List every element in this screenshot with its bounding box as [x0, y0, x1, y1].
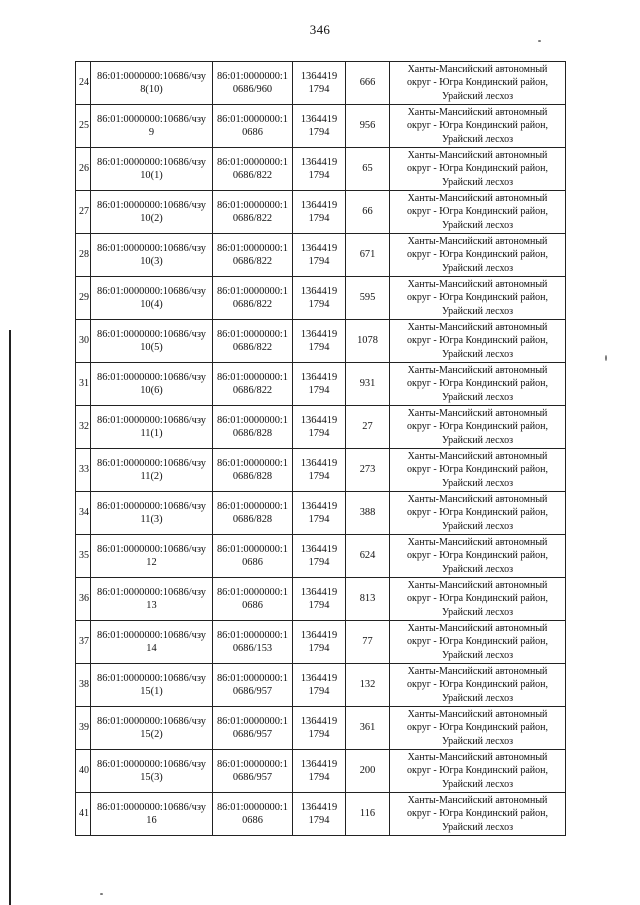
parent-cadastral-number-cell: 86:01:0000000:1 0686/960	[213, 62, 293, 105]
registry-code-cell: 1364419 1794	[293, 621, 346, 664]
location-cell: Ханты-Мансийский автономный округ - Югра Кондинский район, Урайский лесхоз	[390, 62, 566, 105]
location-cell: Ханты-Мансийский автономный округ - Югра Кондинский район, Урайский лесхоз	[390, 750, 566, 793]
area-cell: 361	[346, 707, 390, 750]
area-cell: 595	[346, 277, 390, 320]
cadastral-part-id-cell: 86:01:0000000:10686/чзу 10(4)	[91, 277, 213, 320]
cadastral-part-id-cell: 86:01:0000000:10686/чзу 10(6)	[91, 363, 213, 406]
parent-cadastral-number-cell: 86:01:0000000:1 0686	[213, 793, 293, 836]
parent-cadastral-number-cell: 86:01:0000000:1 0686/828	[213, 449, 293, 492]
location-cell: Ханты-Мансийский автономный округ - Югра Кондинский район, Урайский лесхоз	[390, 406, 566, 449]
location-cell: Ханты-Мансийский автономный округ - Югра Кондинский район, Урайский лесхоз	[390, 664, 566, 707]
row-number-cell: 39	[76, 707, 91, 750]
parent-cadastral-number-cell: 86:01:0000000:1 0686/957	[213, 664, 293, 707]
location-cell: Ханты-Мансийский автономный округ - Югра Кондинский район, Урайский лесхоз	[390, 148, 566, 191]
parent-cadastral-number-cell: 86:01:0000000:1 0686/822	[213, 234, 293, 277]
parent-cadastral-number-cell: 86:01:0000000:1 0686/957	[213, 750, 293, 793]
table-row	[76, 148, 566, 191]
cadastral-part-id-cell: 86:01:0000000:10686/чзу 11(3)	[91, 492, 213, 535]
row-number-cell: 29	[76, 277, 91, 320]
cadastral-part-id-cell: 86:01:0000000:10686/чзу 10(2)	[91, 191, 213, 234]
cadastral-part-id-cell: 86:01:0000000:10686/чзу 15(2)	[91, 707, 213, 750]
row-number-cell: 27	[76, 191, 91, 234]
area-cell: 273	[346, 449, 390, 492]
table-row	[76, 492, 566, 535]
table-row	[76, 578, 566, 621]
row-number-cell: 36	[76, 578, 91, 621]
area-cell: 931	[346, 363, 390, 406]
scan-edge-mark	[9, 330, 11, 905]
cadastral-part-id-cell: 86:01:0000000:10686/чзу 11(1)	[91, 406, 213, 449]
row-number-cell: 40	[76, 750, 91, 793]
area-cell: 388	[346, 492, 390, 535]
row-number-cell: 28	[76, 234, 91, 277]
table-row	[76, 750, 566, 793]
cadastral-part-id-cell: 86:01:0000000:10686/чзу 10(3)	[91, 234, 213, 277]
cadastral-part-id-cell: 86:01:0000000:10686/чзу 9	[91, 105, 213, 148]
cadastral-part-id-cell: 86:01:0000000:10686/чзу 8(10)	[91, 62, 213, 105]
cadastral-part-id-cell: 86:01:0000000:10686/чзу 15(3)	[91, 750, 213, 793]
scan-speck	[605, 355, 607, 361]
registry-code-cell: 1364419 1794	[293, 578, 346, 621]
location-cell: Ханты-Мансийский автономный округ - Югра Кондинский район, Урайский лесхоз	[390, 578, 566, 621]
registry-code-cell: 1364419 1794	[293, 105, 346, 148]
registry-code-cell: 1364419 1794	[293, 492, 346, 535]
registry-code-cell: 1364419 1794	[293, 664, 346, 707]
table-row	[76, 320, 566, 363]
registry-code-cell: 1364419 1794	[293, 449, 346, 492]
table-row	[76, 707, 566, 750]
table-row	[76, 535, 566, 578]
cadastral-part-id-cell: 86:01:0000000:10686/чзу 10(5)	[91, 320, 213, 363]
table-row	[76, 62, 566, 105]
location-cell: Ханты-Мансийский автономный округ - Югра Кондинский район, Урайский лесхоз	[390, 105, 566, 148]
location-cell: Ханты-Мансийский автономный округ - Югра Кондинский район, Урайский лесхоз	[390, 535, 566, 578]
page-number: 346	[309, 22, 331, 37]
parent-cadastral-number-cell: 86:01:0000000:1 0686/828	[213, 406, 293, 449]
area-cell: 66	[346, 191, 390, 234]
location-cell: Ханты-Мансийский автономный округ - Югра Кондинский район, Урайский лесхоз	[390, 492, 566, 535]
registry-code-cell: 1364419 1794	[293, 535, 346, 578]
registry-code-cell: 1364419 1794	[293, 62, 346, 105]
row-number-cell: 31	[76, 363, 91, 406]
cadastral-part-id-cell: 86:01:0000000:10686/чзу 16	[91, 793, 213, 836]
parent-cadastral-number-cell: 86:01:0000000:1 0686/822	[213, 277, 293, 320]
land-plot-table-body	[76, 62, 566, 836]
table-row	[76, 191, 566, 234]
parent-cadastral-number-cell: 86:01:0000000:1 0686/153	[213, 621, 293, 664]
parent-cadastral-number-cell: 86:01:0000000:1 0686/822	[213, 148, 293, 191]
parent-cadastral-number-cell: 86:01:0000000:1 0686/822	[213, 363, 293, 406]
land-plot-table	[75, 61, 566, 836]
location-cell: Ханты-Мансийский автономный округ - Югра Кондинский район, Урайский лесхоз	[390, 277, 566, 320]
registry-code-cell: 1364419 1794	[293, 148, 346, 191]
area-cell: 1078	[346, 320, 390, 363]
location-cell: Ханты-Мансийский автономный округ - Югра Кондинский район, Урайский лесхоз	[390, 621, 566, 664]
registry-code-cell: 1364419 1794	[293, 191, 346, 234]
location-cell: Ханты-Мансийский автономный округ - Югра Кондинский район, Урайский лесхоз	[390, 191, 566, 234]
registry-code-cell: 1364419 1794	[293, 234, 346, 277]
area-cell: 77	[346, 621, 390, 664]
table-row	[76, 277, 566, 320]
row-number-cell: 38	[76, 664, 91, 707]
area-cell: 624	[346, 535, 390, 578]
row-number-cell: 32	[76, 406, 91, 449]
registry-code-cell: 1364419 1794	[293, 320, 346, 363]
registry-code-cell: 1364419 1794	[293, 277, 346, 320]
area-cell: 666	[346, 62, 390, 105]
parent-cadastral-number-cell: 86:01:0000000:1 0686	[213, 535, 293, 578]
area-cell: 956	[346, 105, 390, 148]
registry-code-cell: 1364419 1794	[293, 750, 346, 793]
row-number-cell: 30	[76, 320, 91, 363]
table-row	[76, 664, 566, 707]
parent-cadastral-number-cell: 86:01:0000000:1 0686/957	[213, 707, 293, 750]
table-row	[76, 621, 566, 664]
cadastral-part-id-cell: 86:01:0000000:10686/чзу 10(1)	[91, 148, 213, 191]
cadastral-part-id-cell: 86:01:0000000:10686/чзу 14	[91, 621, 213, 664]
table-row	[76, 793, 566, 836]
registry-code-cell: 1364419 1794	[293, 793, 346, 836]
area-cell: 671	[346, 234, 390, 277]
scan-speck	[100, 893, 103, 895]
cadastral-part-id-cell: 86:01:0000000:10686/чзу 12	[91, 535, 213, 578]
row-number-cell: 35	[76, 535, 91, 578]
row-number-cell: 37	[76, 621, 91, 664]
parent-cadastral-number-cell: 86:01:0000000:1 0686	[213, 578, 293, 621]
row-number-cell: 26	[76, 148, 91, 191]
parent-cadastral-number-cell: 86:01:0000000:1 0686/822	[213, 191, 293, 234]
table-row	[76, 105, 566, 148]
location-cell: Ханты-Мансийский автономный округ - Югра Кондинский район, Урайский лесхоз	[390, 793, 566, 836]
row-number-cell: 24	[76, 62, 91, 105]
table-row	[76, 234, 566, 277]
area-cell: 200	[346, 750, 390, 793]
area-cell: 813	[346, 578, 390, 621]
parent-cadastral-number-cell: 86:01:0000000:1 0686/828	[213, 492, 293, 535]
row-number-cell: 34	[76, 492, 91, 535]
location-cell: Ханты-Мансийский автономный округ - Югра Кондинский район, Урайский лесхоз	[390, 320, 566, 363]
area-cell: 116	[346, 793, 390, 836]
parent-cadastral-number-cell: 86:01:0000000:1 0686	[213, 105, 293, 148]
area-cell: 132	[346, 664, 390, 707]
area-cell: 65	[346, 148, 390, 191]
location-cell: Ханты-Мансийский автономный округ - Югра Кондинский район, Урайский лесхоз	[390, 449, 566, 492]
table-row	[76, 363, 566, 406]
location-cell: Ханты-Мансийский автономный округ - Югра Кондинский район, Урайский лесхоз	[390, 363, 566, 406]
registry-code-cell: 1364419 1794	[293, 707, 346, 750]
table-row	[76, 406, 566, 449]
scan-speck	[538, 40, 541, 42]
row-number-cell: 41	[76, 793, 91, 836]
cadastral-part-id-cell: 86:01:0000000:10686/чзу 11(2)	[91, 449, 213, 492]
registry-code-cell: 1364419 1794	[293, 406, 346, 449]
table-row	[76, 449, 566, 492]
row-number-cell: 33	[76, 449, 91, 492]
location-cell: Ханты-Мансийский автономный округ - Югра Кондинский район, Урайский лесхоз	[390, 707, 566, 750]
location-cell: Ханты-Мансийский автономный округ - Югра Кондинский район, Урайский лесхоз	[390, 234, 566, 277]
cadastral-part-id-cell: 86:01:0000000:10686/чзу 15(1)	[91, 664, 213, 707]
row-number-cell: 25	[76, 105, 91, 148]
area-cell: 27	[346, 406, 390, 449]
registry-code-cell: 1364419 1794	[293, 363, 346, 406]
cadastral-part-id-cell: 86:01:0000000:10686/чзу 13	[91, 578, 213, 621]
parent-cadastral-number-cell: 86:01:0000000:1 0686/822	[213, 320, 293, 363]
